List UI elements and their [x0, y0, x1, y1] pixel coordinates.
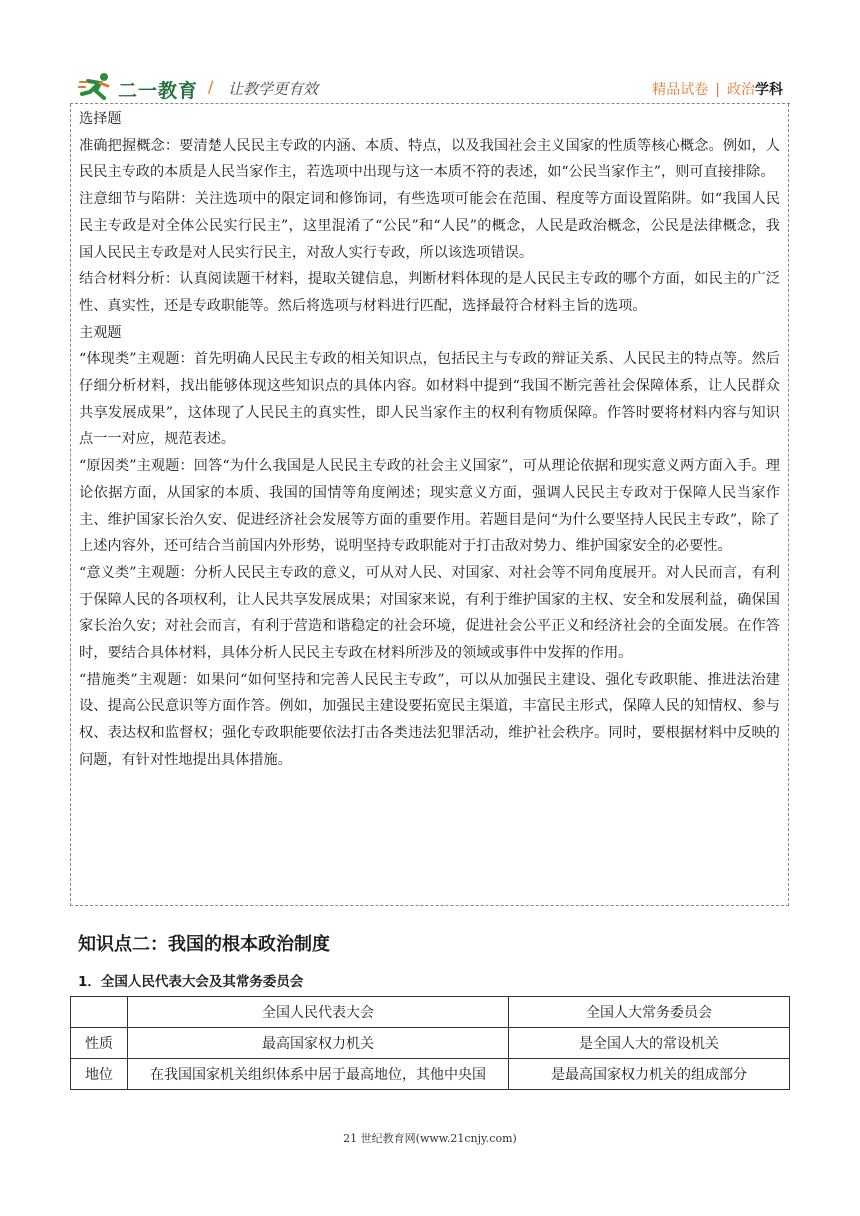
header-separator: | — [715, 82, 720, 98]
table-header-cell: 全国人民代表大会 — [128, 997, 509, 1028]
table-cell: 最高国家权力机关 — [128, 1028, 509, 1059]
table-header-cell: 全国人大常务委员会 — [509, 997, 790, 1028]
table-header-row — [71, 997, 790, 1028]
brand-name: 二一教育 — [118, 80, 199, 102]
page-footer: 21 世纪教育网(www.21cnjy.com) — [343, 1132, 517, 1145]
table-cell: 地位 — [71, 1059, 128, 1090]
page-header — [78, 70, 783, 104]
table-row — [71, 1059, 790, 1090]
box-heading-choice: 选择题 — [79, 111, 122, 127]
box-paragraph: 准确把握概念：要清楚人民民主专政的内涵、本质、特点，以及我国社会主义国家的性质等核心概念。例如，人民民主专政的本质是人民当家作主，若选项中出现与这一本质不符的表述，如“公民当家作主”，则可直接排除。 — [79, 137, 780, 181]
running-figure-icon — [78, 72, 114, 102]
header-label: 精品试卷 — [652, 82, 709, 98]
section-subtitle: 1．全国人民代表大会及其常务委员会 — [78, 974, 304, 990]
box-paragraph: “意义类”主观题：分析人民民主专政的意义，可从对人民、对国家、对社会等不同角度展开。对人民而言，有利于保障人民的各项权利，让人民共享发展成果；对国家来说，有利于维护国家的主权、安全和发展利益，确保国家长治久安；对社会而言，有利于营造和谐稳定的社会环境，促进社会公平正义和经济社会的全面发展。在作答时，要结合具体材料，具体分析人民民主专政在材料所涉及的领域或事件中发挥的作用。 — [79, 564, 780, 662]
box-paragraph: 结合材料分析：认真阅读题干材料，提取关键信息，判断材料体现的是人民民主专政的哪个方面，如民主的广泛性、真实性，还是专政职能等。然后将选项与材料进行匹配，选择最符合材料主旨的选项。 — [79, 271, 780, 314]
table-row — [71, 1028, 790, 1059]
table-cell: 是最高国家权力机关的组成部分 — [509, 1059, 790, 1090]
table-cell: 是全国人大的常设机关 — [509, 1028, 790, 1059]
tips-box — [70, 104, 789, 906]
header-subject — [652, 79, 783, 99]
header-subject-suffix: 学科 — [755, 82, 783, 98]
box-paragraph: “原因类”主观题：回答“为什么我国是人民民主专政的社会主义国家”，可从理论依据和现实意义两方面入手。理论依据方面，从国家的本质、我国的国情等角度阐述；现实意义方面，强调人民民主专政对于保障人民当家作主、维护国家长治久安、促进经济社会发展等方面的重要作用。若题目是问“为什么要坚持人民民主专政”，除了上述内容外，还可结合当前国内外形势，说明坚持专政职能对于打击敌对势力、维护国家安全的必要性。 — [79, 458, 780, 555]
header-slash: / — [208, 77, 214, 96]
section-title: 知识点二：我国的根本政治制度 — [78, 934, 330, 955]
box-paragraph: “体现类”主观题：首先明确人民民主专政的相关知识点，包括民主与专政的辩证关系、人民民主的特点等。然后仔细分析材料，找出能够体现这些知识点的具体内容。如材料中提到“我国不断完善社会保障体系，让人民群众共享发展成果”，这体现了人民民主的真实性，即人民当家作主的权利有物质保障。作答时要将材料内容与知识点一一对应，规范表述。 — [79, 351, 780, 448]
box-heading-subjective: 主观题 — [79, 324, 122, 341]
header-subject-prefix: 政治 — [727, 82, 755, 98]
brand-slogan: 让教学更有效 — [228, 80, 319, 98]
table-cell: 性质 — [71, 1028, 128, 1059]
box-paragraph: 注意细节与陷阱：关注选项中的限定词和修饰词，有些选项可能会在范围、程度等方面设置陷阱。如“我国人民民主专政是对全体公民实行民主”，这里混淆了“公民”和“人民”的概念，人民是政治概念，公民是法律概念，我国人民民主专政是对人民实行民主，对敌人实行专政，所以该选项错误。 — [79, 191, 780, 261]
table-cell: 在我国国家机关组织体系中居于最高地位，其他中央国 — [128, 1059, 509, 1090]
box-paragraph: “措施类”主观题：如果问“如何坚持和完善人民民主专政”，可以从加强民主建设、强化专政职能、推进法治建设、提高公民意识等方面作答。例如，加强民主建设要拓宽民主渠道，丰富民主形式，保障人民的知情权、参与权、表达权和监督权；强化专政职能要依法打击各类违法犯罪活动，维护社会秩序。同时，要根据材料中反映的问题，有针对性地提出具体措施。 — [79, 671, 780, 768]
table-header-cell — [71, 997, 128, 1028]
comparison-table — [70, 996, 790, 1090]
